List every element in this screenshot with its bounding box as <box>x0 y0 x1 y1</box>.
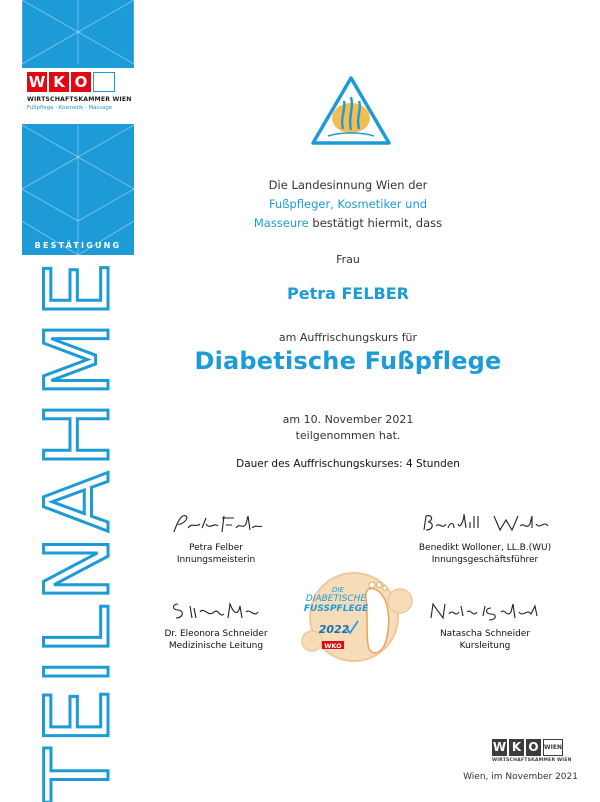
signatory-role: Kursleitung <box>459 641 511 651</box>
course-seal <box>288 571 416 671</box>
guild-name-end: Masseure <box>253 216 309 230</box>
signature-block <box>131 510 301 566</box>
handwritten-signature <box>425 598 545 624</box>
confirmation-label: BESTÄTIGUNG <box>34 241 122 250</box>
footer-logo-name: WIRTSCHAFTSKAMMER WIEN <box>492 758 572 763</box>
signature-block <box>400 598 570 652</box>
wko-logo <box>22 68 134 124</box>
sidebar-pattern <box>22 0 134 255</box>
signatory-name: Benedikt Wolloner, LL.B.(WU) <box>418 543 552 553</box>
course-duration: Dauer des Auffrischungskurses: 4 Stunden <box>236 458 460 470</box>
handwritten-signature <box>420 510 550 538</box>
logo-city: WIEN <box>543 739 563 756</box>
signatory-name: Petra Felber <box>189 543 243 553</box>
footer-wko-logo <box>492 739 563 756</box>
guild-emblem-icon <box>310 75 392 151</box>
signature-block <box>400 510 570 566</box>
guild-name: Fußpfleger, Kosmetiker und <box>268 197 428 211</box>
logo-name: WIRTSCHAFTSKAMMER WIEN <box>27 96 132 103</box>
logo-letter-k: K <box>49 72 69 92</box>
signatory-name: Dr. Eleonora Schneider <box>164 629 268 639</box>
date-text <box>140 412 556 444</box>
place-date: Wien, im November 2021 <box>463 772 578 782</box>
intro-text <box>140 176 556 233</box>
logo-letter-k: K <box>509 739 524 756</box>
course-intro: am Auffrischungskurs für <box>278 331 418 344</box>
logo-letter-w: W <box>492 740 507 754</box>
participant-name: Petra FELBER <box>287 284 409 303</box>
intro-line-3: bestätigt hiermit, dass <box>308 216 443 230</box>
intro-line-1: Die Landesinnung Wien der <box>268 178 428 192</box>
vertical-title: TEILNAHME <box>26 257 129 802</box>
salutation: Frau <box>336 253 360 266</box>
sidebar <box>22 0 134 800</box>
seal-year: 2022 <box>318 623 350 636</box>
signatory-role: Innungsgeschäftsführer <box>431 555 539 565</box>
logo-letter-o: O <box>71 72 91 92</box>
seal-text-line-3: FUSSPFLEGE <box>303 604 369 614</box>
logo-letter-w: W <box>28 73 46 91</box>
signature-block <box>131 598 301 652</box>
seal-badge: WKO <box>324 642 342 650</box>
signatory-name: Natascha Schneider <box>439 629 531 639</box>
guild-emblem-icon <box>93 72 115 92</box>
handwritten-signature <box>168 598 264 624</box>
seal-text-line-2: DIABETISCHE <box>305 594 367 604</box>
course-date: am 10. November 2021 <box>282 413 414 426</box>
handwritten-signature <box>168 510 264 538</box>
seal-text-line-1: DIE <box>332 586 344 594</box>
completion-text: teilgenommen hat. <box>295 429 401 442</box>
signatory-role: Medizinische Leitung <box>168 641 264 651</box>
signatory-role: Innungsmeisterin <box>176 555 256 565</box>
logo-letter-o: O <box>526 739 541 756</box>
course-title: Diabetische Fußpflege <box>194 347 502 375</box>
logo-subtitle: Fußpflege · Kosmetik · Massage <box>27 105 113 111</box>
